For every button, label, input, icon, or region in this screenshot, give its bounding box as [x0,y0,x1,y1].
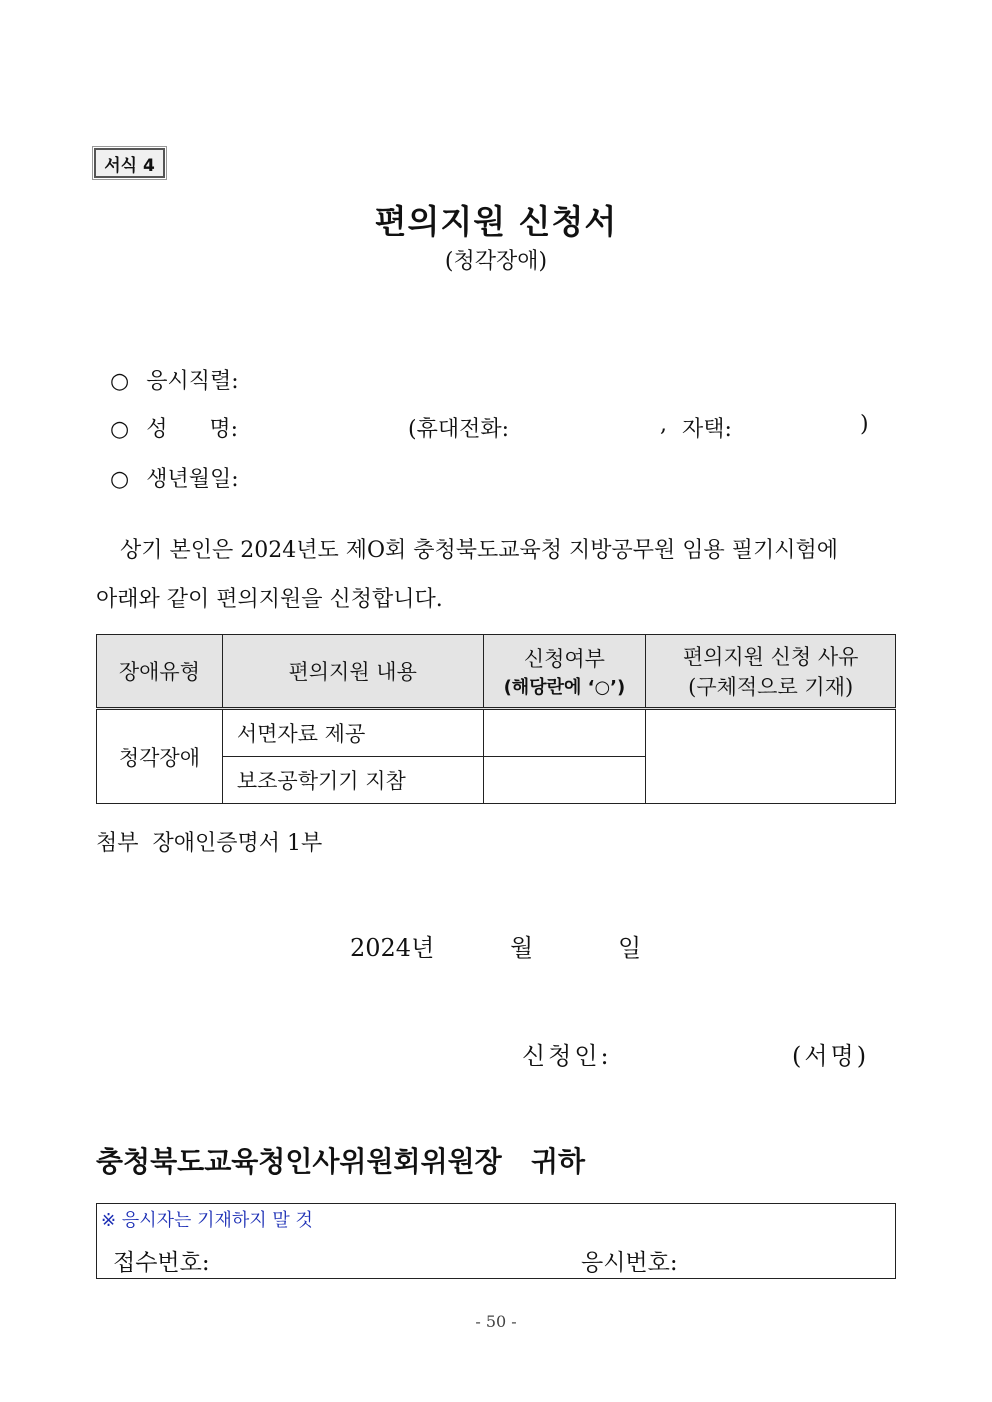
header-support-content: 편의지원 내용 [222,635,483,709]
header-disability-type: 장애유형 [97,635,223,709]
addressee: 충청북도교육청인사위원회위원장 귀하 [96,1145,586,1178]
bullet-icon: ○ [110,369,130,394]
header-apply-line1: 신청여부 [523,647,605,671]
home-phone-label: 자택: [682,417,732,442]
office-use-note: ※ 응시자는 기재하지 말 것 [101,1210,313,1231]
header-reason [646,635,896,709]
name-label: 성 명: [146,417,239,442]
date-day: 일 [618,934,642,962]
bullet-icon: ○ [110,467,130,492]
receipt-number-label: 접수번호: [113,1250,210,1276]
form-number-tag: 서식 4 [94,148,165,178]
comma-separator: , [660,412,667,437]
header-apply-line2: (해당란에 ‘○’) [503,677,626,698]
field-birthdate [110,462,239,493]
header-reason-line2: (구체적으로 기재) [688,675,854,699]
birthdate-label: 생년월일: [146,467,239,492]
field-name [110,412,238,443]
signature-label: (서명) [792,1042,870,1070]
exam-number-label: 응시번호: [581,1250,678,1276]
position-label: 응시직렬: [146,369,239,394]
page-number: - 50 - [475,1312,517,1331]
statement-line-1: 상기 본인은 2024년도 제O회 충청북도교육청 지방공무원 임용 필기시험에 [120,538,839,563]
date-month: 월 [510,934,534,962]
close-paren: ) [860,412,869,437]
document-title: 편의지원 신청서 [374,202,618,241]
apply-cell[interactable] [483,709,646,757]
header-reason-line1: 편의지원 신청 사유 [682,645,859,669]
statement-line-2: 아래와 같이 편의지원을 신청합니다. [96,587,443,612]
date-year: 2024년 [350,934,435,962]
bullet-icon: ○ [110,417,130,442]
support-content-cell: 보조공학기기 지참 [222,757,483,804]
support-content-cell: 서면자료 제공 [222,709,483,757]
apply-cell[interactable] [483,757,646,804]
field-position [110,364,239,395]
office-use-box [96,1203,896,1279]
phone-label: (휴대전화: [408,417,510,442]
header-apply [483,635,646,709]
support-request-table [96,634,896,804]
table-header-row [97,635,896,709]
document-subtitle: (청각장애) [444,249,548,274]
attachment-note: 첨부 장애인증명서 1부 [96,831,323,856]
disability-type-cell: 청각장애 [97,709,223,804]
applicant-label: 신청인: [522,1042,612,1070]
table-row [97,709,896,757]
reason-cell[interactable] [646,709,896,804]
